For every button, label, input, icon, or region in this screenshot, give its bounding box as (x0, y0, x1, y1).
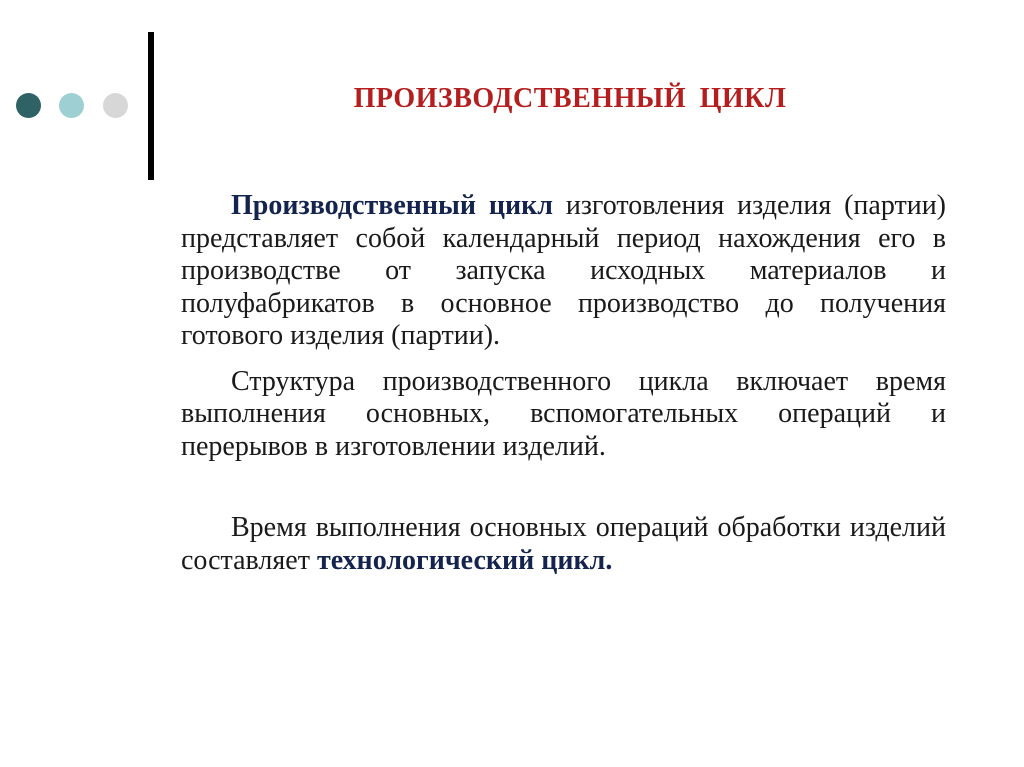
paragraph-structure-text: Структура производственного цикла включает время выполнения основных, вспомогательных операций и перерывов в изготовлении изделий. (181, 365, 946, 462)
paragraph-definition (181, 190, 946, 353)
paragraph-structure (181, 366, 946, 464)
decorative-dot-dark (16, 93, 41, 118)
term-technological-cycle: технологический цикл. (316, 544, 613, 576)
slide-title: ПРОИЗВОДСТВЕННЫЙ ЦИКЛ (353, 83, 787, 114)
paragraph-technological (181, 512, 946, 577)
paragraph-definition-text: изготовления изделия (партии) представляет собой календарный период нахождения его в производстве от запуска исходных материалов и полуфабрикатов в основное производство до получения готового изделия (партии). (181, 190, 946, 351)
slide-body (181, 190, 946, 577)
vertical-divider (148, 32, 154, 180)
decorative-dot-gray (103, 93, 128, 118)
paragraph-technological-text: Время выполнения основных операций обработки изделий составляет (181, 512, 946, 576)
decorative-dot-light (59, 93, 84, 118)
term-production-cycle: Производственный цикл (231, 190, 553, 221)
